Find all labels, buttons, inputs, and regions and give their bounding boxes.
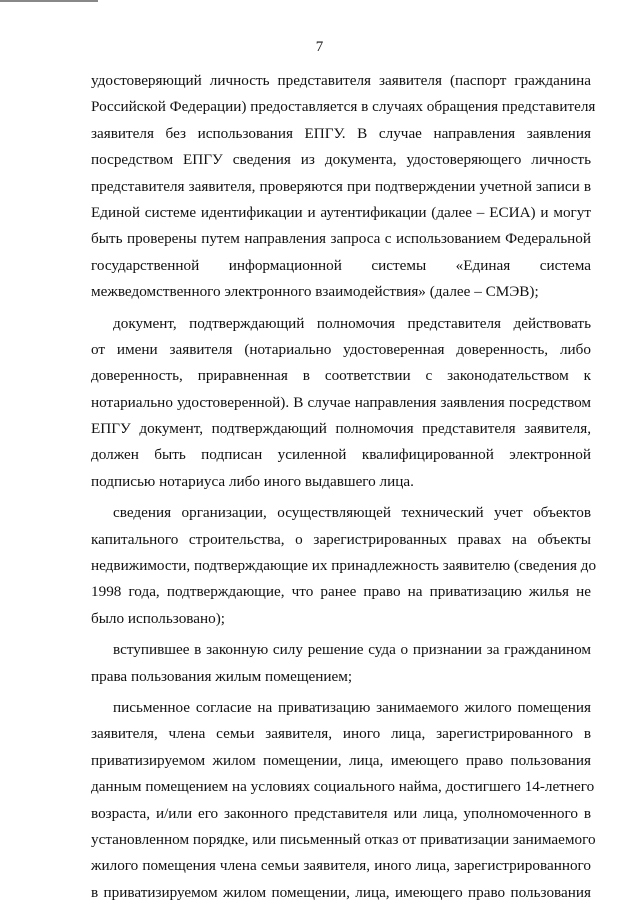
text-line: вступившее в законную силу решение суда о признании за гражданином	[113, 641, 591, 659]
text-line: письменное согласие на приватизацию занимаемого жилого помещения	[113, 698, 591, 716]
text-line: межведомственного электронного взаимодействия» (далее – СМЭВ);	[91, 283, 539, 301]
text-line: должен быть подписан усиленной квалифицированной электронной	[91, 446, 591, 464]
paragraph-technical-records	[91, 500, 597, 632]
text-line: было использовано);	[91, 609, 226, 627]
paragraph-written-consent	[91, 695, 596, 906]
text-line: капитального строительства, о зарегистрированных правах на объекты	[91, 530, 591, 548]
top-rule	[0, 0, 98, 2]
paragraph-authority-document	[91, 311, 591, 496]
page-number: 7	[315, 39, 324, 55]
text-line: быть проверены путем направления запроса с использованием Федеральной	[91, 230, 591, 248]
text-line: нотариально удостоверенной). В случае направления заявления посредством	[91, 393, 591, 411]
text-line: подписью нотариуса либо иного выдавшего лица.	[91, 472, 414, 490]
text-line: заявителя без использования ЕПГУ. В случае направления заявления	[91, 124, 591, 142]
text-line: недвижимости, подтверждающие их принадлежность заявителю (сведения до	[91, 557, 597, 575]
text-line: установленном порядке, или письменный отказ от приватизации занимаемого	[91, 830, 596, 848]
text-line: права пользования жилым помещением;	[91, 667, 353, 685]
text-line: доверенность, приравненная в соответствии с законодательством к	[91, 367, 591, 385]
text-line: ЕПГУ документ, подтверждающий полномочия представителя заявителя,	[91, 420, 591, 438]
document-body	[91, 68, 597, 906]
paragraph-court-decision	[91, 637, 591, 690]
text-line: посредством ЕПГУ сведения из документа, удостоверяющего личность	[91, 151, 591, 169]
text-line: Российской Федерации) предоставляется в случаях обращения представителя	[91, 98, 596, 116]
text-line: 1998 года, подтверждающие, что ранее право на приватизацию жилья не	[91, 583, 591, 601]
text-line: жилого помещения члена семьи заявителя, иного лица, зарегистрированного	[91, 857, 591, 875]
text-line: государственной информационной системы «Единая система	[91, 256, 591, 274]
text-line: в приватизируемом жилом помещении, лица, имеющего право пользования	[91, 883, 591, 901]
text-line: представителя заявителя, проверяются при подтверждении учетной записи в	[91, 177, 591, 195]
text-line: приватизируемом жилом помещении, лица, имеющего право пользования	[91, 751, 591, 769]
paragraph-identity-document	[91, 68, 596, 306]
text-line: сведения организации, осуществляющей технический учет объектов	[113, 504, 591, 522]
text-line: документ, подтверждающий полномочия представителя действовать	[113, 314, 591, 332]
text-line: возраста, и/или его законного представителя или лица, уполномоченного в	[91, 804, 591, 822]
text-line: Единой системе идентификации и аутентификации (далее – ЕСИА) и могут	[91, 203, 591, 221]
text-line: удостоверяющий личность представителя заявителя (паспорт гражданина	[91, 72, 591, 89]
text-line: заявителя, члена семьи заявителя, иного лица, зарегистрированного в	[91, 725, 591, 743]
text-line: от имени заявителя (нотариально удостоверенная доверенность, либо	[91, 340, 591, 358]
text-line: данным помещением на условиях социального найма, достигшего 14-летнего	[91, 778, 595, 796]
